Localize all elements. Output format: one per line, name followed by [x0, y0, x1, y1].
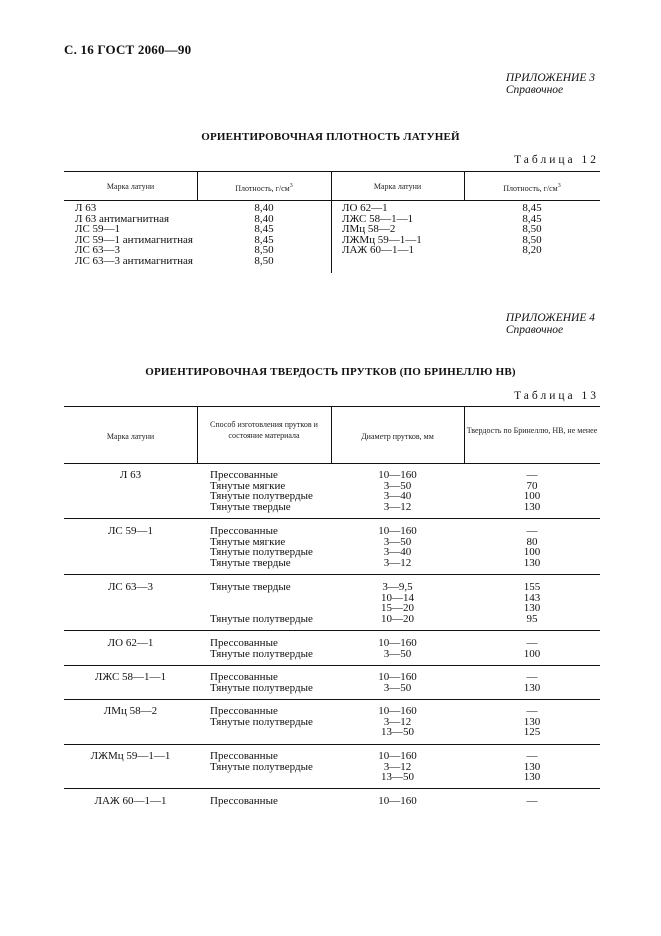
cell-line: Тянутые полутвердые — [210, 546, 313, 559]
cell-line: 3—12 — [383, 556, 412, 569]
t13-hardness — [464, 796, 600, 807]
cell-line: 8,20 — [522, 244, 542, 257]
cell-line: Тянутые полутвердые — [210, 760, 313, 773]
cell-line: — — [526, 671, 538, 683]
t13-diameters — [331, 638, 464, 659]
cell-line: Тянутые твердые — [210, 581, 291, 593]
t12-header-density-left — [197, 181, 331, 194]
cell-line: 130 — [523, 771, 541, 784]
appendix-3 — [506, 72, 595, 96]
cell-line: — — [526, 525, 538, 537]
t13-hardness — [464, 751, 600, 783]
cell-line: 95 — [526, 612, 538, 625]
cell-line: 10—160 — [378, 469, 417, 481]
t13-group-rule — [64, 665, 600, 666]
cell-line: 80 — [526, 535, 538, 548]
cell-line: Тянутые мягкие — [210, 535, 286, 548]
cell-line: 3—50 — [383, 681, 412, 694]
cell-line: 100 — [523, 647, 541, 660]
cell-line: 143 — [523, 591, 541, 604]
cell-line: 3—50 — [383, 479, 412, 492]
t13-grade: ЛС 63—3 — [107, 581, 154, 593]
t13-grade: ЛС 59—1 — [107, 525, 154, 537]
cell-line: 10—160 — [378, 671, 417, 683]
t13-methods — [210, 526, 313, 568]
cell-line: 3—50 — [383, 647, 412, 660]
t13-diameters — [331, 706, 464, 738]
cell-line: 10—160 — [378, 525, 417, 537]
t13-diameters — [331, 751, 464, 783]
t13-header-method: Способ изготовления прутков и состояние материала — [210, 420, 318, 440]
cell-line: ЛС 59—1 антимагнитная — [75, 233, 193, 246]
cell-line: Л 63 — [75, 202, 97, 214]
cell-line — [210, 772, 313, 783]
cell-line: 10—160 — [378, 637, 417, 649]
page-header: С. 16 ГОСТ 2060—90 — [64, 42, 192, 57]
t13-header-diameter: Диаметр прутков, мм — [361, 432, 434, 441]
cell-line: 3—12 — [383, 715, 412, 728]
appendix-3-title: ПРИЛОЖЕНИЕ 3 — [505, 72, 595, 84]
cell-line: 13—50 — [381, 771, 414, 784]
cell-line: 8,45 — [254, 233, 274, 246]
appendix-4 — [506, 312, 595, 336]
cell-line: 8,50 — [254, 244, 274, 257]
table-13-top-rule — [64, 406, 600, 407]
table-13-divider — [464, 406, 465, 463]
cell-line: Л 63 антимагнитная — [75, 212, 170, 225]
cell-line: ЛО 62—1 — [342, 202, 388, 214]
cell-line: ЛМц 58—2 — [342, 223, 396, 236]
table-13-header-rule — [64, 463, 600, 464]
table-13-label: Таблица 13 — [514, 390, 599, 402]
t13-diameters — [331, 672, 464, 693]
t12-right-values — [464, 203, 600, 256]
t13-methods — [210, 706, 313, 738]
t13-hardness — [464, 672, 600, 693]
cell-line: Прессованные — [210, 671, 278, 683]
t13-diameters — [331, 796, 464, 807]
cell-line: 130 — [523, 760, 541, 773]
cell-line: 3—9,5 — [382, 581, 413, 593]
cell-line: 100 — [523, 490, 541, 503]
cell-line: ЛАЖ 60—1—1 — [342, 244, 415, 257]
cell-line: ЛЖС 58—1—1 — [342, 212, 414, 225]
t13-group-rule — [64, 518, 600, 519]
cell-line: Прессованные — [210, 469, 278, 481]
t12-right-grades — [342, 203, 422, 256]
cell-line: 130 — [523, 500, 541, 513]
cell-line: 3—40 — [383, 490, 412, 503]
cell-line: ЛС 59—1 — [75, 223, 121, 236]
cell-line: Прессованные — [210, 525, 278, 537]
t12-density-sup: 3 — [289, 183, 293, 189]
cell-line: Тянутые твердые — [210, 556, 291, 569]
t13-grade: ЛАЖ 60—1—1 — [94, 795, 167, 807]
cell-line: ЛЖМц 59—1—1 — [342, 233, 422, 246]
cell-line: 8,50 — [522, 233, 542, 246]
cell-line: 3—50 — [383, 535, 412, 548]
t12-density-text: Плотность, г/см — [235, 184, 290, 193]
t13-header-grade: Марка латуни — [106, 432, 155, 441]
t13-diameters — [331, 582, 464, 624]
section-2-title: ОРИЕНТИРОВОЧНАЯ ТВЕРДОСТЬ ПРУТКОВ (ПО БРИНЕЛЛЮ НВ) — [145, 366, 516, 378]
t13-methods — [210, 470, 313, 512]
cell-line: 155 — [523, 581, 541, 593]
cell-line: ЛС 63—3 — [75, 244, 121, 257]
cell-line: 10—160 — [378, 750, 417, 762]
cell-line — [210, 727, 313, 738]
cell-line: 130 — [523, 681, 541, 694]
t13-methods — [210, 638, 313, 659]
t13-methods — [210, 582, 313, 624]
appendix-4-subtitle: Справочное — [505, 324, 564, 336]
t12-header-density-right — [464, 181, 600, 194]
t13-hardness — [464, 526, 600, 568]
cell-line: 3—40 — [383, 546, 412, 559]
t13-group-rule — [64, 699, 600, 700]
cell-line: 8,50 — [254, 254, 274, 267]
cell-line: Тянутые полутвердые — [210, 490, 313, 503]
cell-line: 70 — [526, 479, 538, 492]
t13-header-hardness: Твердость по Бринеллю, НВ, не менее — [466, 426, 598, 435]
cell-line: — — [526, 750, 538, 762]
appendix-3-subtitle: Справочное — [505, 84, 564, 96]
table-13-divider — [197, 406, 198, 463]
t13-diameters — [331, 526, 464, 568]
cell-line: Тянутые полутвердые — [210, 647, 313, 660]
cell-line: — — [526, 469, 538, 481]
t13-methods — [210, 672, 313, 693]
cell-line: Тянутые твердые — [210, 500, 291, 513]
cell-line: 130 — [523, 715, 541, 728]
cell-line: Тянутые полутвердые — [210, 612, 313, 625]
t12-left-values — [197, 203, 331, 267]
t12-left-grades — [75, 203, 193, 267]
t13-hardness — [464, 470, 600, 512]
cell-line: Прессованные — [210, 795, 278, 807]
cell-line: 10—160 — [378, 705, 417, 717]
cell-line: Тянутые полутвердые — [210, 715, 313, 728]
cell-line: 10—20 — [381, 612, 414, 625]
t13-methods — [210, 751, 313, 783]
cell-line: Прессованные — [210, 637, 278, 649]
cell-line: 15—20 — [381, 602, 414, 615]
cell-line: Тянутые мягкие — [210, 479, 286, 492]
cell-line: Прессованные — [210, 705, 278, 717]
t13-hardness — [464, 638, 600, 659]
t13-grade: ЛЖМц 59—1—1 — [90, 750, 171, 762]
cell-line: 100 — [523, 546, 541, 559]
cell-line: 8,40 — [254, 202, 274, 214]
t13-grade: ЛЖС 58—1—1 — [94, 671, 167, 683]
t13-methods — [210, 796, 278, 807]
cell-line: 10—160 — [378, 795, 417, 807]
section-1-title: ОРИЕНТИРОВОЧНАЯ ПЛОТНОСТЬ ЛАТУНЕЙ — [201, 131, 460, 143]
cell-line: — — [526, 795, 538, 807]
cell-line: 3—12 — [383, 500, 412, 513]
t13-group-rule — [64, 630, 600, 631]
cell-line: 8,45 — [522, 202, 542, 214]
cell-line: 130 — [523, 602, 541, 615]
cell-line: 8,50 — [522, 223, 542, 236]
cell-line: 13—50 — [381, 726, 414, 739]
cell-line: 130 — [523, 556, 541, 569]
cell-line: 3—12 — [383, 760, 412, 773]
t13-group-rule — [64, 574, 600, 575]
t13-group-rule — [64, 744, 600, 745]
cell-line: — — [526, 637, 538, 649]
cell-line: Прессованные — [210, 750, 278, 762]
appendix-4-title: ПРИЛОЖЕНИЕ 4 — [505, 312, 595, 324]
t12-density-sup: 3 — [557, 183, 561, 189]
t13-grade: ЛМц 58—2 — [103, 705, 158, 717]
t12-header-grade-left: Марка латуни — [106, 182, 155, 191]
t13-hardness — [464, 582, 600, 624]
t13-grade: Л 63 — [119, 469, 142, 481]
table-12-top-rule — [64, 171, 600, 172]
cell-line: 125 — [523, 726, 541, 739]
t13-hardness — [464, 706, 600, 738]
t12-density-text: Плотность, г/см — [503, 184, 558, 193]
t13-diameters — [331, 470, 464, 512]
t12-header-grade-right: Марка латуни — [373, 182, 422, 191]
t13-group-rule — [64, 788, 600, 789]
t13-grade: ЛО 62—1 — [107, 637, 154, 649]
cell-line: 10—14 — [381, 591, 414, 604]
cell-line — [210, 593, 313, 604]
table-12-header-rule — [64, 200, 600, 201]
table-12-label: Таблица 12 — [514, 154, 599, 166]
cell-line: 8,45 — [254, 223, 274, 236]
cell-line: 8,45 — [522, 212, 542, 225]
cell-line: ЛС 63—3 антимагнитная — [75, 254, 193, 267]
cell-line: 8,40 — [254, 212, 274, 225]
cell-line: Тянутые полутвердые — [210, 681, 313, 694]
cell-line: — — [526, 705, 538, 717]
